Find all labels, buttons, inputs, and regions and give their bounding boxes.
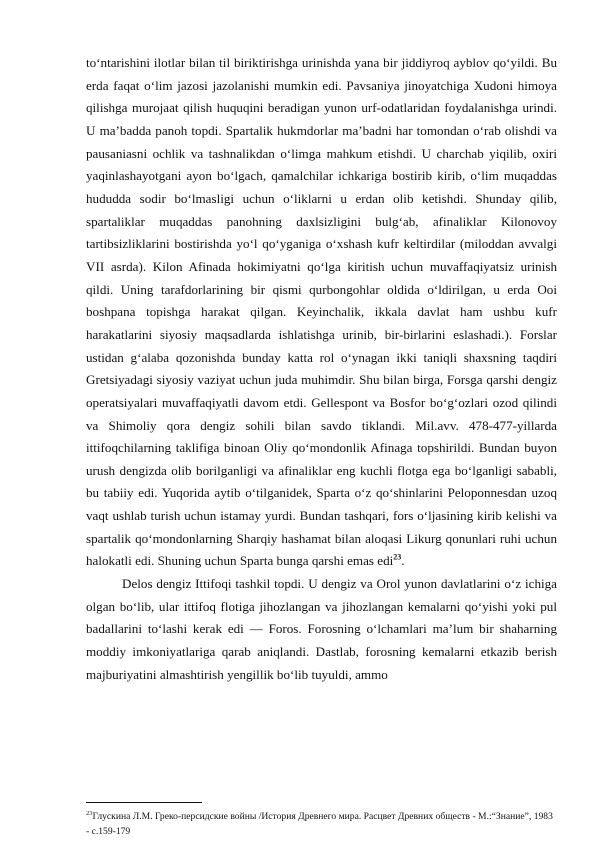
- paragraph-1-end: .: [401, 553, 405, 569]
- page-body: [86, 52, 557, 686]
- paragraph-2: Delos dengiz Ittifoqi tashkil topdi. U dengiz va Orol yunon davlatlarini o‘z ichiga olgan bo‘lib, ular ittifoq flotiga jihozlangan va jihozlangan kemalarni qo‘yishi yoki pul badallarini to‘lashi kerak edi — Foros. Forosning o‘lchamlari ma’lum bir shaharning moddiy imkoniyatlariga qarab aniqlandi. Dastlab, forosning kemalarni etkazib berish majburiyatini almashtirish yengillik bo‘lib tuyuldi, ammo: [86, 576, 557, 682]
- footnote-number: 23: [86, 810, 93, 817]
- footnote: [86, 806, 557, 839]
- footnote-text: Глускина Л.М. Греко-персидские войны /История Древнего мира. Расцвет Древних обществ - М.:“Знание”, 1983 - с.159-179: [86, 811, 553, 838]
- paragraph-1-text: to‘ntarishini ilotlar bilan til biriktirishga urinishda yana bir jiddiyroq ayblov qo‘yildi. Bu erda faqat o‘lim jazosi jazolanishi mumkin edi. Pavsaniya jinoyatchiga Xudoni himoya qilishga murojaat qilish huquqini beradigan yunon urf-odatlaridan foydalanishga urindi. U ma’badda panoh topdi. Spartalik hukmdorlar ma’badni har tomondan o‘rab olishdi va pausaniasni ochlik va tashnalikdan o‘limga mahkum etishdi. U charchab yiqilib, oxiri yaqinlashayotgani ayon bo‘lgach, qamalchilar ichkariga bostirib kirib, o‘lim muqaddas hududda sodir bo‘lmasligi uchun o‘liklarni u erdan olib ketishdi. Shunday qilib, spartaliklar muqaddas panohning daxlsizligini bulg‘ab, afinaliklar Kilonovoy tartibsizliklarini bostirishda yo‘l qo‘yganiga o‘xshash kufr keltirdilar (miloddan avvalgi VII asrda). Kilon Afinada hokimiyatni qo‘lga kiritish uchun muvaffaqiyatsiz urinish qildi. Uning tarafdorlarining bir qismi qurbongohlar oldida o‘ldirilgan, u erda Ooi boshpana topishga harakat qilgan. Keyinchalik, ikkala davlat ham ushbu kufr harakatlarini siyosiy maqsadlarda ishlatishga urinib, bir-birlarini eslashadi.). Forslar ustidan g‘alaba qozonishda bunday katta rol o‘ynagan ikki taniqli shaxsning taqdiri Gretsiyadagi siyosiy vaziyat uchun juda muhimdir. Shu bilan birga, Forsga qarshi dengiz operatsiyalari muvaffaqiyatli davom etdi. Gellespont va Bosfor bo‘g‘ozlari ozod qilindi va Shimoliy qora dengiz sohili bilan savdo tiklandi. Mil.avv. 478-477-yillarda ittifoqchilarning taklifiga binoan Oliy qo‘mondonlik Afinaga topshirildi. Bundan buyon urush dengizda olib borilganligi va afinaliklar eng kuchli flotga ega bo‘lganligi sababli, bu tabiiy edi. Yuqorida aytib o‘tilganidek, Sparta o‘z qo‘shinlarini Peloponnesdan uzoq vaqt ushlab turish uchun istamay yurdi. Bundan tashqari, fors o‘ljasining kirib kelishi va spartalik qo‘mondonlarning Sharqiy hashamat bilan aloqasi Likurg qonunlari ruhi uchun halokatli edi. Shuning uchun Sparta bunga qarshi emas edi: [86, 55, 557, 569]
- footnote-reference[interactable]: 23: [393, 553, 402, 563]
- footnote-divider: [86, 802, 202, 803]
- paragraph-1: [86, 52, 557, 573]
